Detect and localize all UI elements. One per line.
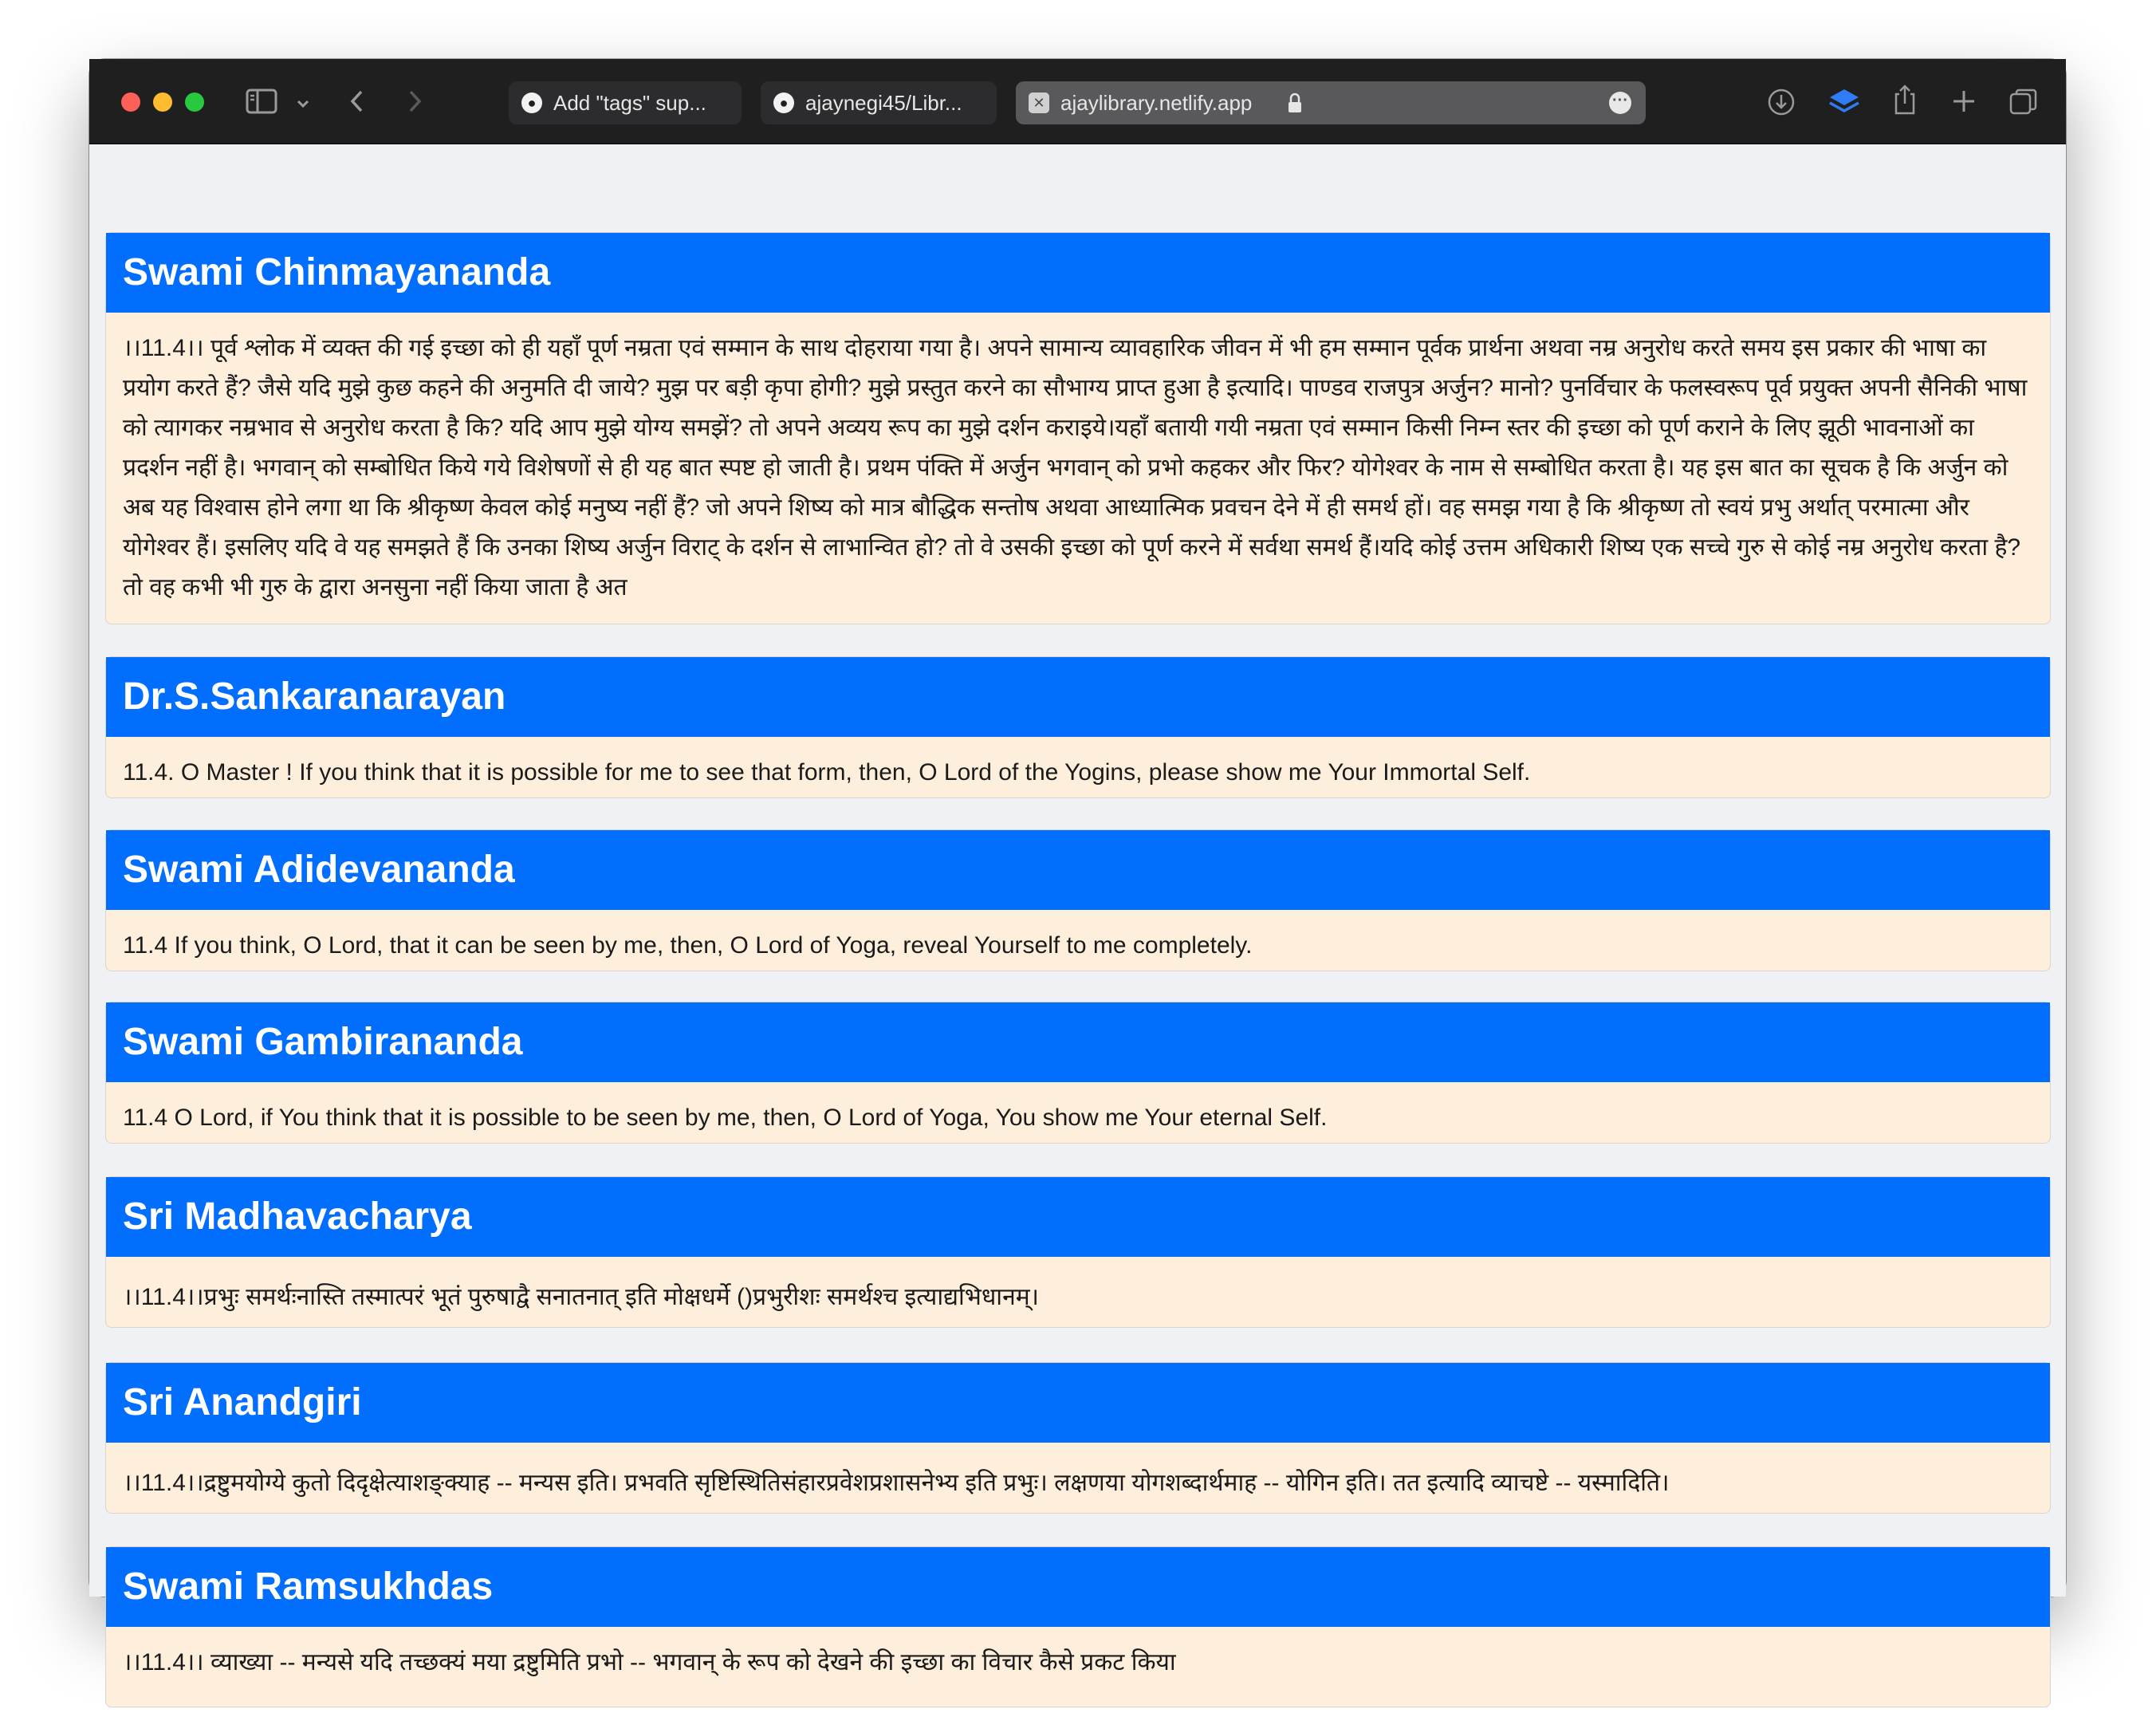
commentary-author: Swami Ramsukhdas: [106, 1547, 2050, 1627]
commentary-author: Sri Anandgiri: [106, 1363, 2050, 1443]
commentary-card: [105, 656, 2051, 798]
close-window-button[interactable]: [121, 93, 140, 112]
commentary-text: ।।11.4।।प्रभुः समर्थःनास्ति तस्मात्परं भूतं पुरुषाद्वै सनातनात् इति मोक्षधर्मे ()प्रभुरीशः समर्थश्च इत्याद्यभिधानम्।: [123, 1284, 1040, 1310]
download-icon[interactable]: [1767, 88, 1796, 121]
commentary-card: [105, 232, 2051, 624]
commentary-card: [105, 1362, 2051, 1514]
zoom-window-button[interactable]: [185, 93, 204, 112]
github-icon: ●: [521, 93, 542, 113]
commentary-text: ।।11.4।। व्याख्या -- मन्यसे यदि तच्छक्यं मया द्रष्टुमिति प्रभो -- भगवान् के रूप को देखने की इच्छा का विचार कैसे प्रकट किया: [123, 1649, 1176, 1676]
minimize-window-button[interactable]: [153, 93, 172, 112]
tab-add-tags-support[interactable]: [509, 81, 742, 124]
commentary-author: Dr.S.Sankaranarayan: [106, 657, 2050, 737]
tab-overview-icon[interactable]: [2008, 86, 2040, 123]
commentary-text: ।।11.4।। पूर्व श्लोक में व्यक्त की गई इच्छा को ही यहाँ पूर्ण नम्रता एवं सम्मान के साथ दोहराया गया है। अपने सामान्य व्यावहारिक जीवन में भी हम सम्मान पूर्वक प्रार्थना अथवा नम्र अनुरोध करते समय इस प्रकार की भाषा का प्रयोग करते हैं? जैसे यदि मुझे कुछ कहने की अनुमति दी जाये? मुझ पर बड़ी कृपा होगी? मुझे प्रस्तुत करने का सौभाग्य प्राप्त हुआ है इत्यादि। पाण्डव राजपुत्र अर्जुन? मानो? पुनर्विचार के फलस्वरूप पूर्व प्रयुक्त अपनी सैनिकी भाषा को त्यागकर नम्रभाव से अनुरोध करता है कि? यदि आप मुझे योग्य समझें? तो अपने अव्यय रूप का मुझे दर्शन कराइये।यहाँ बतायी गयी नम्रता एवं सम्मान किसी निम्न स्तर की इच्छा को पूर्ण कराने के लिए झूठी भावनाओं का प्रदर्शन नहीं है। भगवान् को सम्बोधित किये गये विशेषणों से ही यह बात स्पष्ट हो जाती है। प्रथम पंक्ति में अर्जुन भगवान् को प्रभो कहकर और फिर? योगेश्वर के नाम से सम्बोधित करता है। यह इस बात का सूचक है कि अर्जुन को अब यह विश्वास होने लगा था कि श्रीकृष्ण केवल कोई मनुष्य नहीं हैं? जो अपने शिष्य को मात्र बौद्धिक सन्तोष अथवा आध्यात्मिक प्रवचन देने में ही समर्थ हों। वह समझ गया है कि श्रीकृष्ण तो स्वयं प्रभु अर्थात् परमात्मा और योगेश्वर हैं। इसलिए यदि वे यह समझते हैं कि उनका शिष्य अर्जुन विराट् के दर्शन से लाभान्वित हो? तो वे उसकी इच्छा को पूर्ण करने में सर्वथा समर्थ हैं।यदि कोई उत्तम अधिकारी शिष्य एक सच्चे गुरु से कोई नम्र अनुरोध करता है? तो वह कभी भी गुरु के द्वारा अनसुना नहीं किया जाता है अत: [123, 335, 2028, 601]
page-content: [89, 144, 2066, 1676]
commentary-author: Swami Chinmayananda: [106, 233, 2050, 313]
more-options-icon[interactable]: ···: [1609, 92, 1631, 114]
commentary-card: [105, 1176, 2051, 1328]
commentary-text: ।।11.4।।द्रष्टुमयोग्ये कुतो दिदृक्षेत्याशङ्क्याह -- मन्यस इति। प्रभवति सृष्टिस्थितिसंहारप्रवेशप्रशासनेभ्य इति प्रभुः। लक्षणया योगशब्दार्थमाह -- योगिन इति। तत इत्यादि व्याचष्टे -- यस्मादिति।: [123, 1470, 1670, 1496]
forward-icon[interactable]: [405, 88, 424, 120]
sidebar-icon[interactable]: [246, 88, 277, 120]
tab-label: Add "tags" sup...: [553, 91, 706, 115]
title-bar: [89, 59, 2066, 144]
commentary-card: [105, 829, 2051, 971]
tab-ajaylibrary[interactable]: [1016, 81, 1646, 124]
chevron-down-icon[interactable]: [295, 91, 311, 118]
new-tab-icon[interactable]: [1950, 88, 1977, 120]
browser-window: [89, 59, 2066, 1676]
lock-icon: [1287, 81, 1303, 140]
commentary-text: 11.4 O Lord, if You think that it is possible to be seen by me, then, O Lord of Yoga, You show me Your eternal Self.: [123, 1105, 1328, 1131]
address-bar-url[interactable]: ajaylibrary.netlify.app: [1060, 91, 1253, 115]
commentary-author: Swami Gambirananda: [106, 1002, 2050, 1082]
share-icon[interactable]: [1891, 83, 1918, 121]
tab-label: ajaynegi45/Libr...: [805, 91, 962, 115]
back-icon[interactable]: [348, 88, 367, 120]
commentary-author: Swami Adidevananda: [106, 830, 2050, 910]
commentary-card: [105, 1002, 2051, 1144]
commentary-text: 11.4. O Master ! If you think that it is possible for me to see that form, then, O Lord of the Yogins, please show me Your Immortal Self.: [123, 759, 1531, 786]
github-icon: ●: [773, 93, 794, 113]
layers-icon[interactable]: [1827, 86, 1861, 121]
commentary-author: Sri Madhavacharya: [106, 1177, 2050, 1257]
close-tab-icon[interactable]: ✕: [1029, 93, 1049, 113]
commentary-text: 11.4 If you think, O Lord, that it can be seen by me, then, O Lord of Yoga, reveal Yourself to me completely.: [123, 932, 1253, 959]
tab-github-repo[interactable]: [761, 81, 997, 124]
commentary-card: [105, 1546, 2051, 1707]
